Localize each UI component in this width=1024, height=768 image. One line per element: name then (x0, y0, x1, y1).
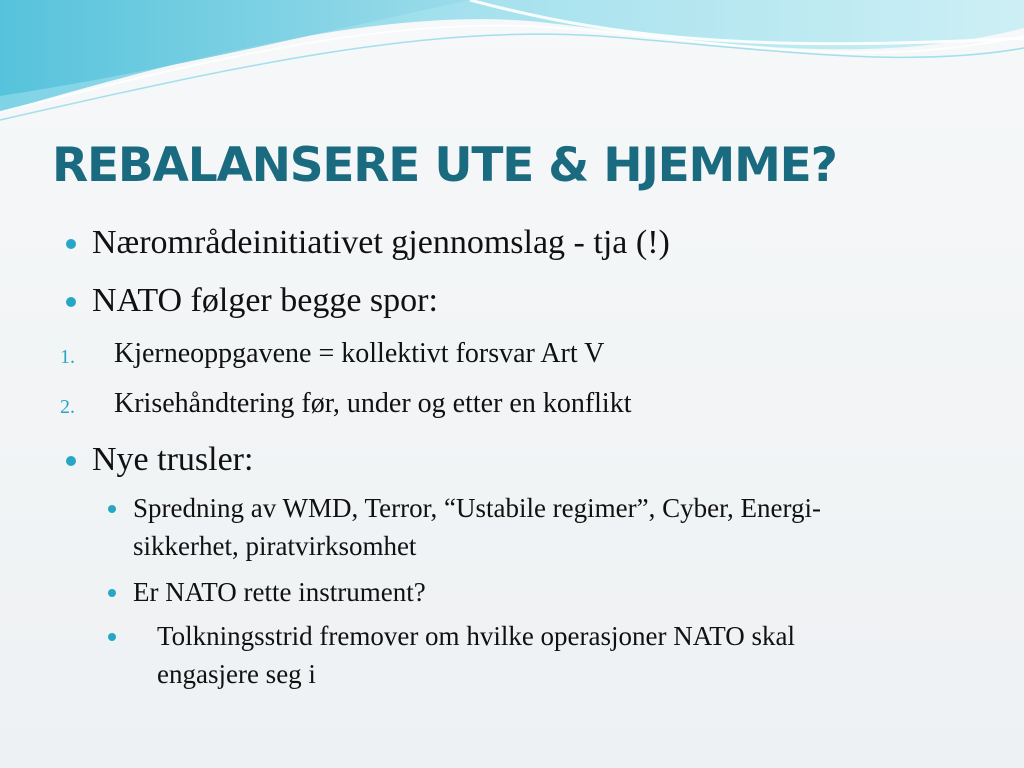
numbered-marker: 2. (60, 396, 75, 418)
bullet-dot (66, 297, 76, 307)
sub-bullet-line: Spredning av WMD, Terror, “Ustabile regimer”, Cyber, Energi- (133, 493, 821, 523)
bullet-dot (66, 239, 76, 249)
numbered-item: Krisehåndtering før, under og etter en konflikt (114, 388, 632, 419)
bullet-item: Nærområdeinitiativet gjennomslag - tja (!) (92, 224, 670, 261)
numbered-item: Kjerneoppgavene = kollektivt forsvar Art V (114, 338, 605, 369)
header-wave-decoration (0, 0, 1024, 130)
numbered-marker: 1. (60, 346, 75, 368)
sub-bullet-line: sikkerhet, piratvirksomhet (133, 531, 417, 561)
bullet-item: NATO følger begge spor: (92, 282, 438, 319)
bullet-item: Nye trusler: (92, 441, 254, 478)
sub-bullet-dot (108, 589, 116, 597)
bullet-dot (66, 456, 76, 466)
sub-bullet-line: Er NATO rette instrument? (133, 577, 426, 607)
sub-bullet-line: Tolkningsstrid fremover om hvilke operasjoner NATO skal (157, 621, 795, 651)
sub-bullet-dot (108, 505, 116, 513)
sub-bullet-line: engasjere seg i (157, 659, 316, 689)
slide-title: REBALANSERE UTE & HJEMME? (52, 138, 837, 193)
sub-bullet-dot (108, 633, 116, 641)
